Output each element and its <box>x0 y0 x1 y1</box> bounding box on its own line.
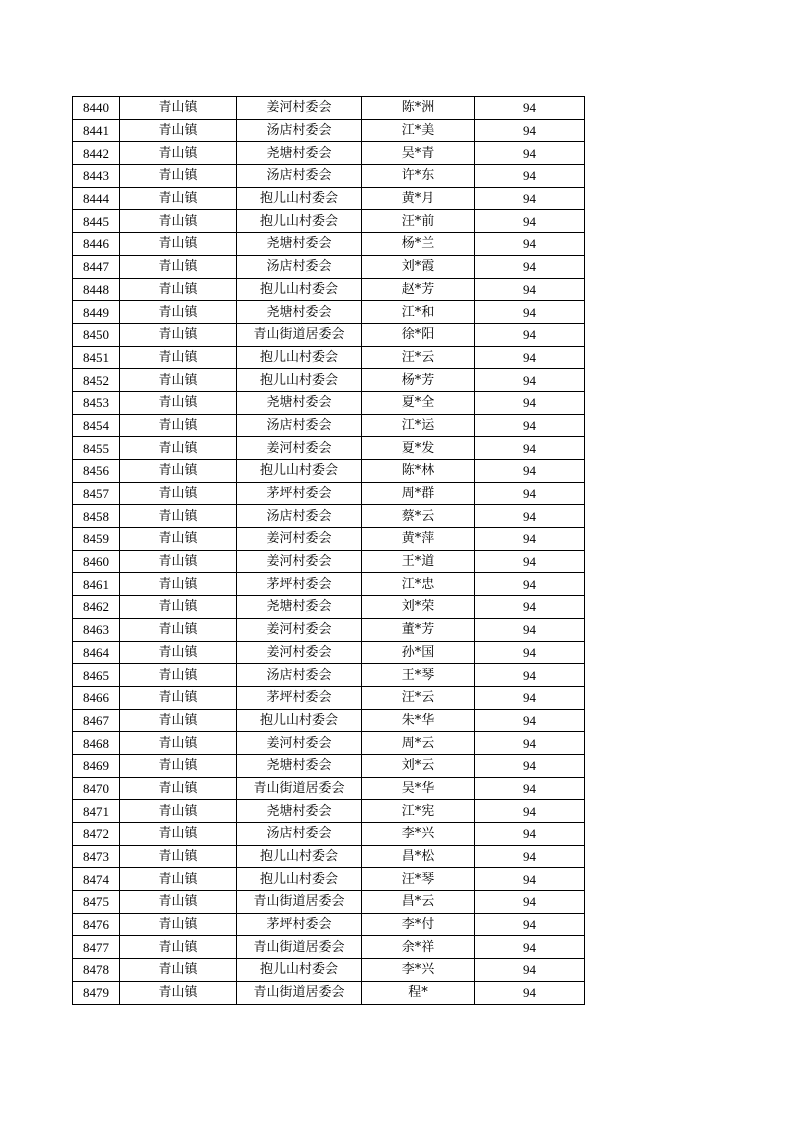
table-row <box>73 346 585 369</box>
cell-serial-number: 8478 <box>73 959 120 982</box>
cell-serial-number: 8459 <box>73 528 120 551</box>
cell-village-committee: 姜河村委会 <box>237 437 362 460</box>
cell-village-committee: 汤店村委会 <box>237 414 362 437</box>
cell-village-committee: 抱儿山村委会 <box>237 278 362 301</box>
table-row <box>73 391 585 414</box>
cell-value: 94 <box>475 550 585 573</box>
cell-value: 94 <box>475 165 585 188</box>
cell-village-committee: 茅坪村委会 <box>237 482 362 505</box>
cell-town: 青山镇 <box>120 460 237 483</box>
cell-village-committee: 抱儿山村委会 <box>237 868 362 891</box>
cell-town: 青山镇 <box>120 323 237 346</box>
cell-value: 94 <box>475 414 585 437</box>
cell-village-committee: 青山街道居委会 <box>237 777 362 800</box>
cell-person-name: 赵*芳 <box>362 278 475 301</box>
table-row <box>73 777 585 800</box>
cell-town: 青山镇 <box>120 868 237 891</box>
cell-town: 青山镇 <box>120 709 237 732</box>
cell-village-committee: 姜河村委会 <box>237 618 362 641</box>
cell-serial-number: 8441 <box>73 119 120 142</box>
table-row <box>73 709 585 732</box>
table-row <box>73 823 585 846</box>
cell-value: 94 <box>475 618 585 641</box>
cell-value: 94 <box>475 823 585 846</box>
cell-serial-number: 8474 <box>73 868 120 891</box>
cell-serial-number: 8473 <box>73 845 120 868</box>
table-row <box>73 437 585 460</box>
cell-village-committee: 姜河村委会 <box>237 550 362 573</box>
cell-serial-number: 8458 <box>73 505 120 528</box>
cell-town: 青山镇 <box>120 437 237 460</box>
cell-value: 94 <box>475 573 585 596</box>
cell-town: 青山镇 <box>120 550 237 573</box>
cell-village-committee: 尧塘村委会 <box>237 754 362 777</box>
cell-town: 青山镇 <box>120 278 237 301</box>
cell-serial-number: 8475 <box>73 891 120 914</box>
table-row <box>73 936 585 959</box>
cell-person-name: 吴*华 <box>362 777 475 800</box>
cell-town: 青山镇 <box>120 482 237 505</box>
cell-village-committee: 姜河村委会 <box>237 641 362 664</box>
cell-value: 94 <box>475 732 585 755</box>
cell-village-committee: 姜河村委会 <box>237 732 362 755</box>
cell-serial-number: 8447 <box>73 255 120 278</box>
table-row <box>73 913 585 936</box>
table-row <box>73 482 585 505</box>
cell-value: 94 <box>475 664 585 687</box>
cell-person-name: 程* <box>362 981 475 1004</box>
cell-town: 青山镇 <box>120 414 237 437</box>
cell-value: 94 <box>475 528 585 551</box>
cell-value: 94 <box>475 301 585 324</box>
cell-value: 94 <box>475 482 585 505</box>
cell-town: 青山镇 <box>120 891 237 914</box>
cell-town: 青山镇 <box>120 823 237 846</box>
cell-town: 青山镇 <box>120 505 237 528</box>
table-row <box>73 369 585 392</box>
cell-person-name: 江*忠 <box>362 573 475 596</box>
cell-serial-number: 8477 <box>73 936 120 959</box>
cell-village-committee: 尧塘村委会 <box>237 301 362 324</box>
table-row <box>73 165 585 188</box>
cell-town: 青山镇 <box>120 754 237 777</box>
table-row <box>73 460 585 483</box>
cell-value: 94 <box>475 460 585 483</box>
cell-serial-number: 8453 <box>73 391 120 414</box>
cell-serial-number: 8448 <box>73 278 120 301</box>
cell-person-name: 董*芳 <box>362 618 475 641</box>
cell-value: 94 <box>475 641 585 664</box>
cell-person-name: 刘*云 <box>362 754 475 777</box>
cell-serial-number: 8445 <box>73 210 120 233</box>
cell-person-name: 昌*云 <box>362 891 475 914</box>
cell-serial-number: 8449 <box>73 301 120 324</box>
table-row <box>73 187 585 210</box>
cell-village-committee: 抱儿山村委会 <box>237 959 362 982</box>
cell-village-committee: 汤店村委会 <box>237 165 362 188</box>
cell-person-name: 刘*霞 <box>362 255 475 278</box>
cell-value: 94 <box>475 391 585 414</box>
cell-value: 94 <box>475 936 585 959</box>
cell-person-name: 蔡*云 <box>362 505 475 528</box>
cell-village-committee: 尧塘村委会 <box>237 233 362 256</box>
table-row <box>73 641 585 664</box>
cell-town: 青山镇 <box>120 97 237 120</box>
cell-village-committee: 茅坪村委会 <box>237 686 362 709</box>
cell-town: 青山镇 <box>120 142 237 165</box>
cell-person-name: 周*云 <box>362 732 475 755</box>
table-row <box>73 255 585 278</box>
cell-serial-number: 8467 <box>73 709 120 732</box>
cell-village-committee: 抱儿山村委会 <box>237 369 362 392</box>
cell-serial-number: 8472 <box>73 823 120 846</box>
table-row <box>73 278 585 301</box>
table-row <box>73 596 585 619</box>
cell-value: 94 <box>475 981 585 1004</box>
cell-person-name: 夏*全 <box>362 391 475 414</box>
cell-person-name: 汪*云 <box>362 346 475 369</box>
table-row <box>73 981 585 1004</box>
table-row <box>73 800 585 823</box>
cell-value: 94 <box>475 369 585 392</box>
cell-serial-number: 8469 <box>73 754 120 777</box>
cell-person-name: 杨*兰 <box>362 233 475 256</box>
cell-town: 青山镇 <box>120 165 237 188</box>
cell-town: 青山镇 <box>120 845 237 868</box>
cell-town: 青山镇 <box>120 664 237 687</box>
cell-value: 94 <box>475 142 585 165</box>
cell-serial-number: 8465 <box>73 664 120 687</box>
table-row <box>73 618 585 641</box>
cell-village-committee: 抱儿山村委会 <box>237 845 362 868</box>
cell-town: 青山镇 <box>120 119 237 142</box>
cell-serial-number: 8471 <box>73 800 120 823</box>
cell-person-name: 江*运 <box>362 414 475 437</box>
cell-value: 94 <box>475 891 585 914</box>
table-row <box>73 550 585 573</box>
table-row <box>73 573 585 596</box>
cell-serial-number: 8452 <box>73 369 120 392</box>
cell-town: 青山镇 <box>120 233 237 256</box>
cell-person-name: 江*和 <box>362 301 475 324</box>
cell-serial-number: 8461 <box>73 573 120 596</box>
cell-town: 青山镇 <box>120 573 237 596</box>
cell-value: 94 <box>475 686 585 709</box>
cell-town: 青山镇 <box>120 981 237 1004</box>
cell-village-committee: 尧塘村委会 <box>237 391 362 414</box>
cell-town: 青山镇 <box>120 391 237 414</box>
cell-value: 94 <box>475 323 585 346</box>
cell-village-committee: 汤店村委会 <box>237 255 362 278</box>
cell-town: 青山镇 <box>120 618 237 641</box>
cell-village-committee: 抱儿山村委会 <box>237 346 362 369</box>
cell-person-name: 陈*洲 <box>362 97 475 120</box>
cell-serial-number: 8442 <box>73 142 120 165</box>
cell-town: 青山镇 <box>120 913 237 936</box>
cell-town: 青山镇 <box>120 641 237 664</box>
cell-serial-number: 8456 <box>73 460 120 483</box>
cell-value: 94 <box>475 437 585 460</box>
cell-value: 94 <box>475 845 585 868</box>
cell-person-name: 吴*青 <box>362 142 475 165</box>
cell-value: 94 <box>475 255 585 278</box>
cell-village-committee: 青山街道居委会 <box>237 981 362 1004</box>
table-row <box>73 142 585 165</box>
cell-value: 94 <box>475 777 585 800</box>
cell-person-name: 王*琴 <box>362 664 475 687</box>
cell-value: 94 <box>475 233 585 256</box>
cell-town: 青山镇 <box>120 210 237 233</box>
cell-serial-number: 8446 <box>73 233 120 256</box>
cell-person-name: 周*群 <box>362 482 475 505</box>
cell-person-name: 昌*松 <box>362 845 475 868</box>
cell-serial-number: 8462 <box>73 596 120 619</box>
cell-person-name: 汪*云 <box>362 686 475 709</box>
cell-village-committee: 尧塘村委会 <box>237 800 362 823</box>
cell-person-name: 刘*荣 <box>362 596 475 619</box>
cell-serial-number: 8457 <box>73 482 120 505</box>
cell-person-name: 夏*发 <box>362 437 475 460</box>
cell-person-name: 杨*芳 <box>362 369 475 392</box>
cell-value: 94 <box>475 709 585 732</box>
cell-person-name: 黄*萍 <box>362 528 475 551</box>
cell-serial-number: 8468 <box>73 732 120 755</box>
table-row <box>73 754 585 777</box>
table-row <box>73 732 585 755</box>
cell-value: 94 <box>475 505 585 528</box>
cell-person-name: 余*祥 <box>362 936 475 959</box>
cell-village-committee: 抱儿山村委会 <box>237 187 362 210</box>
table-row <box>73 868 585 891</box>
cell-serial-number: 8476 <box>73 913 120 936</box>
cell-person-name: 孙*国 <box>362 641 475 664</box>
cell-town: 青山镇 <box>120 777 237 800</box>
cell-village-committee: 姜河村委会 <box>237 528 362 551</box>
cell-person-name: 汪*前 <box>362 210 475 233</box>
cell-town: 青山镇 <box>120 936 237 959</box>
cell-person-name: 江*美 <box>362 119 475 142</box>
cell-person-name: 黄*月 <box>362 187 475 210</box>
cell-value: 94 <box>475 800 585 823</box>
cell-serial-number: 8443 <box>73 165 120 188</box>
cell-village-committee: 青山街道居委会 <box>237 323 362 346</box>
table-row <box>73 97 585 120</box>
cell-serial-number: 8463 <box>73 618 120 641</box>
cell-value: 94 <box>475 959 585 982</box>
cell-village-committee: 抱儿山村委会 <box>237 210 362 233</box>
cell-town: 青山镇 <box>120 369 237 392</box>
cell-person-name: 许*东 <box>362 165 475 188</box>
table-row <box>73 959 585 982</box>
cell-person-name: 李*兴 <box>362 959 475 982</box>
data-table <box>72 96 585 1005</box>
cell-town: 青山镇 <box>120 732 237 755</box>
cell-town: 青山镇 <box>120 528 237 551</box>
cell-value: 94 <box>475 346 585 369</box>
cell-person-name: 江*宪 <box>362 800 475 823</box>
table-row <box>73 845 585 868</box>
cell-serial-number: 8455 <box>73 437 120 460</box>
table-body <box>73 97 585 1005</box>
cell-town: 青山镇 <box>120 800 237 823</box>
cell-town: 青山镇 <box>120 596 237 619</box>
table-row <box>73 528 585 551</box>
cell-town: 青山镇 <box>120 959 237 982</box>
table-row <box>73 686 585 709</box>
table-row <box>73 664 585 687</box>
table-row <box>73 210 585 233</box>
cell-village-committee: 尧塘村委会 <box>237 596 362 619</box>
cell-value: 94 <box>475 278 585 301</box>
cell-town: 青山镇 <box>120 301 237 324</box>
table-row <box>73 414 585 437</box>
cell-town: 青山镇 <box>120 255 237 278</box>
cell-value: 94 <box>475 210 585 233</box>
cell-village-committee: 汤店村委会 <box>237 823 362 846</box>
cell-person-name: 李*付 <box>362 913 475 936</box>
cell-value: 94 <box>475 97 585 120</box>
cell-village-committee: 抱儿山村委会 <box>237 460 362 483</box>
cell-village-committee: 尧塘村委会 <box>237 142 362 165</box>
cell-serial-number: 8451 <box>73 346 120 369</box>
cell-serial-number: 8470 <box>73 777 120 800</box>
cell-value: 94 <box>475 754 585 777</box>
cell-person-name: 李*兴 <box>362 823 475 846</box>
cell-village-committee: 茅坪村委会 <box>237 913 362 936</box>
cell-village-committee: 青山街道居委会 <box>237 936 362 959</box>
cell-village-committee: 汤店村委会 <box>237 664 362 687</box>
cell-serial-number: 8460 <box>73 550 120 573</box>
cell-village-committee: 青山街道居委会 <box>237 891 362 914</box>
cell-value: 94 <box>475 913 585 936</box>
cell-value: 94 <box>475 119 585 142</box>
cell-serial-number: 8450 <box>73 323 120 346</box>
cell-serial-number: 8444 <box>73 187 120 210</box>
cell-serial-number: 8440 <box>73 97 120 120</box>
table-row <box>73 323 585 346</box>
table-row <box>73 119 585 142</box>
cell-value: 94 <box>475 868 585 891</box>
cell-town: 青山镇 <box>120 187 237 210</box>
table-row <box>73 891 585 914</box>
table-row <box>73 233 585 256</box>
cell-value: 94 <box>475 187 585 210</box>
cell-person-name: 汪*琴 <box>362 868 475 891</box>
cell-person-name: 徐*阳 <box>362 323 475 346</box>
cell-person-name: 朱*华 <box>362 709 475 732</box>
cell-town: 青山镇 <box>120 346 237 369</box>
cell-person-name: 陈*林 <box>362 460 475 483</box>
cell-village-committee: 茅坪村委会 <box>237 573 362 596</box>
cell-village-committee: 汤店村委会 <box>237 119 362 142</box>
cell-serial-number: 8479 <box>73 981 120 1004</box>
cell-village-committee: 姜河村委会 <box>237 97 362 120</box>
cell-village-committee: 抱儿山村委会 <box>237 709 362 732</box>
cell-serial-number: 8464 <box>73 641 120 664</box>
cell-person-name: 王*道 <box>362 550 475 573</box>
table-row <box>73 505 585 528</box>
cell-serial-number: 8466 <box>73 686 120 709</box>
cell-serial-number: 8454 <box>73 414 120 437</box>
cell-value: 94 <box>475 596 585 619</box>
cell-town: 青山镇 <box>120 686 237 709</box>
cell-village-committee: 汤店村委会 <box>237 505 362 528</box>
table-row <box>73 301 585 324</box>
